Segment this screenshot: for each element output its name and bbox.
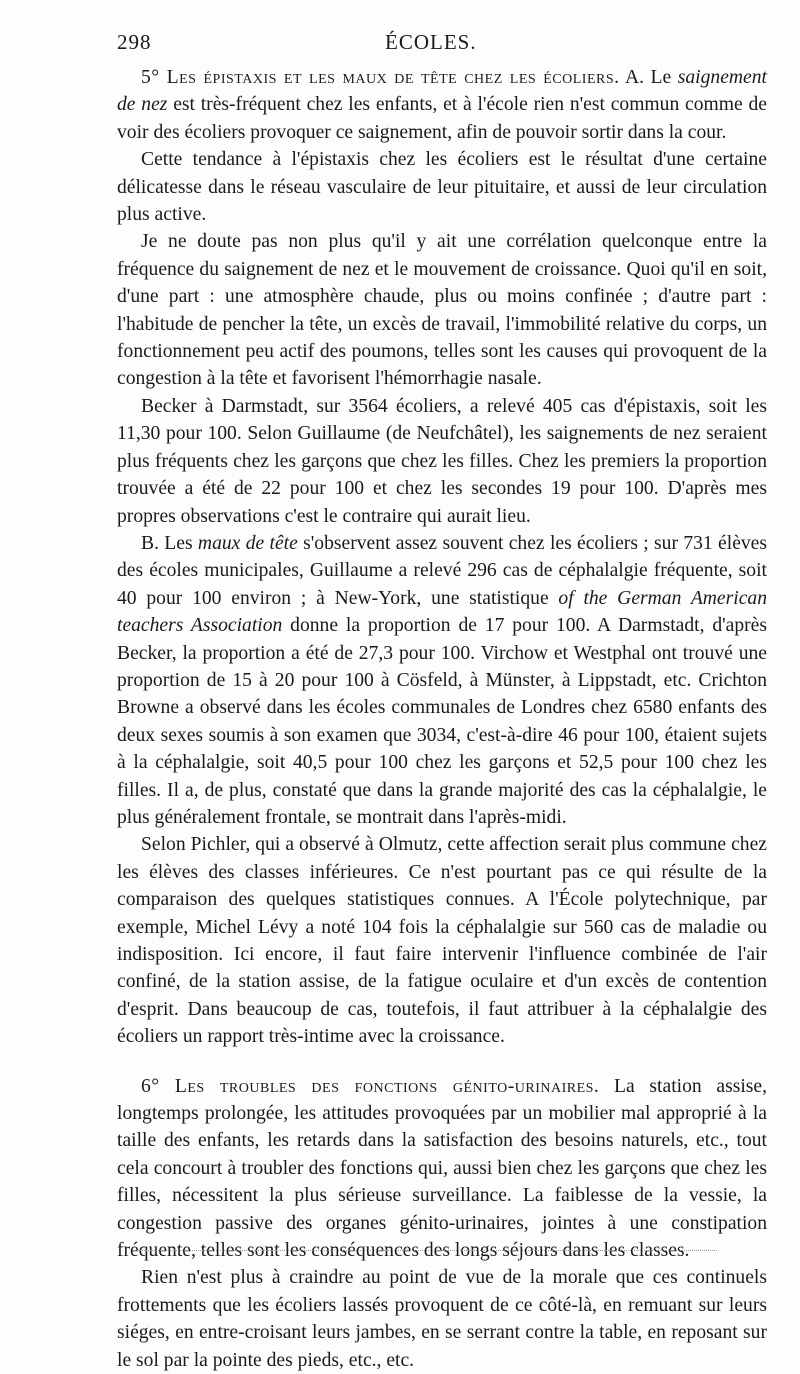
section-gap	[117, 1051, 767, 1073]
text-run: est très-fréquent chez les enfants, et à l'école rien n'est commun comme de voir des écoliers provoquer ce saignement, afin de pouvoir sortir dans la cour.	[117, 94, 767, 143]
text-run: B. Les	[141, 532, 198, 554]
text-run: donne la proportion de 17 pour 100. A Darmstadt, d'après Becker, la proportion a été de 27,3 pour 100. Virchow et Westphal ont trouvé une proportion de 15 à 20 pour 100 à Cösfeld, à Münster, à Lippstadt, etc. Crichton Browne a observé dans les écoles communales de Londres chez 6580 enfants des deux sexes soumis à son examen que 3034, c'est-à-dire 46 pour 100, étaient sujets à la céphalalgie, soit 40,5 pour 100 chez les garçons et 52,5 pour 100 chez les filles. Il a, de plus, constaté que dans la grande majorité des cas la céphalalgie, le plus généralement frontale, se montrait dans l'après-midi.	[117, 615, 767, 828]
text-run: A. Le	[619, 67, 678, 88]
paragraph-headaches	[117, 530, 767, 831]
section-heading-6: 6° Les troubles des fonctions génito-urinaires.	[141, 1075, 600, 1097]
paragraph-becker-statistics: Becker à Darmstadt, sur 3564 écoliers, a relevé 405 cas d'épistaxis, soit les 11,30 pour 100. Selon Guillaume (de Neufchâtel), les saignements de nez seraient plus fréquents chez les garçons que chez les filles. Chez les premiers la proportion trouvée a été de 22 pour 100 et chez les secondes 19 pour 100. D'après mes propres observations c'est le contraire qui aurait lieu.	[117, 395, 767, 527]
paragraph-genito-urinary	[117, 1073, 767, 1265]
text-run: s'observent assez souvent chez les écoliers ; sur 731 élèves des écoles municipales, Guillaume a relevé 296 cas de céphalalgie fréquente, soit 40 pour 100 environ ; à New-York, une statistique	[117, 532, 768, 609]
page-number: 298	[117, 30, 152, 54]
paragraph-nosebleed-intro	[117, 64, 767, 146]
page-header	[117, 30, 767, 64]
paragraph-pichler: Selon Pichler, qui a observé à Olmutz, cette affection serait plus commune chez les élèves des classes inférieures. Ce n'est pourtant pas ce qui résulte de la comparaison des quelques statistiques connues. A l'École polytechnique, par exemple, Michel Lévy a noté 104 fois la céphalalgie sur 560 cas de maladie ou indisposition. Ici encore, il faut faire intervenir l'influence combinée de l'air confiné, de la station assise, de la fatigue oculaire et d'un excès de contention d'esprit. Dans beaucoup de cas, toutefois, il faut attribuer à la céphalalgie des écoliers un rapport très-intime avec la croissance.	[117, 834, 767, 1048]
italic-term: saignement de nez	[117, 67, 767, 116]
paragraph-epistaxis-tendency: Cette tendance à l'épistaxis chez les écoliers est le résultat d'une certaine délicatesse dans le réseau vasculaire de leur pituitaire, et aussi de leur circulation plus active.	[117, 149, 767, 226]
italic-term: maux de tête	[197, 532, 298, 554]
book-page	[117, 30, 767, 1374]
paragraph-morals: Rien n'est plus à craindre au point de vue de la morale que ces continuels frottements que les écoliers lassés provoquent de ce côté-là, en remuant sur leurs siéges, en entre-croisant leurs jambes, en se serrant contre la table, en reposant sur le sol par la pointe des pieds, etc., etc.	[117, 1267, 767, 1371]
text-run: La station assise, longtemps prolongée, les attitudes provoquées par un mobilier mal approprié à la taille des enfants, les retards dans la satisfaction des besoins naturels, etc., tout cela concourt à troubler des fonctions qui, aussi bien chez les garçons que chez les filles, nécessitent la plus sérieuse surveillance. La faiblesse de la vessie, la congestion passive des organes génito-urinaires, jointes à une constipation fréquente, telles sont les conséquences des longs séjours dans les classes.	[117, 1075, 768, 1262]
section-heading-5: 5° Les épistaxis et les maux de tête chez les écoliers.	[141, 67, 620, 88]
italic-source: of the German American teachers Association	[117, 587, 767, 637]
footer-rule	[137, 1250, 717, 1251]
running-title: ÉCOLES.	[385, 30, 477, 54]
paragraph-correlation: Je ne doute pas non plus qu'il y ait une corrélation quelconque entre la fréquence du saignement de nez et le mouvement de croissance. Quoi qu'il en soit, d'une part : une atmosphère chaude, plus ou moins confinée ; d'autre part : l'habitude de pencher la tête, un excès de travail, l'immobilité relative du corps, un fonctionnement peu actif des poumons, telles sont les causes qui provoquent de la congestion à la tête et favorisent l'hémorrhagie nasale.	[117, 231, 767, 390]
